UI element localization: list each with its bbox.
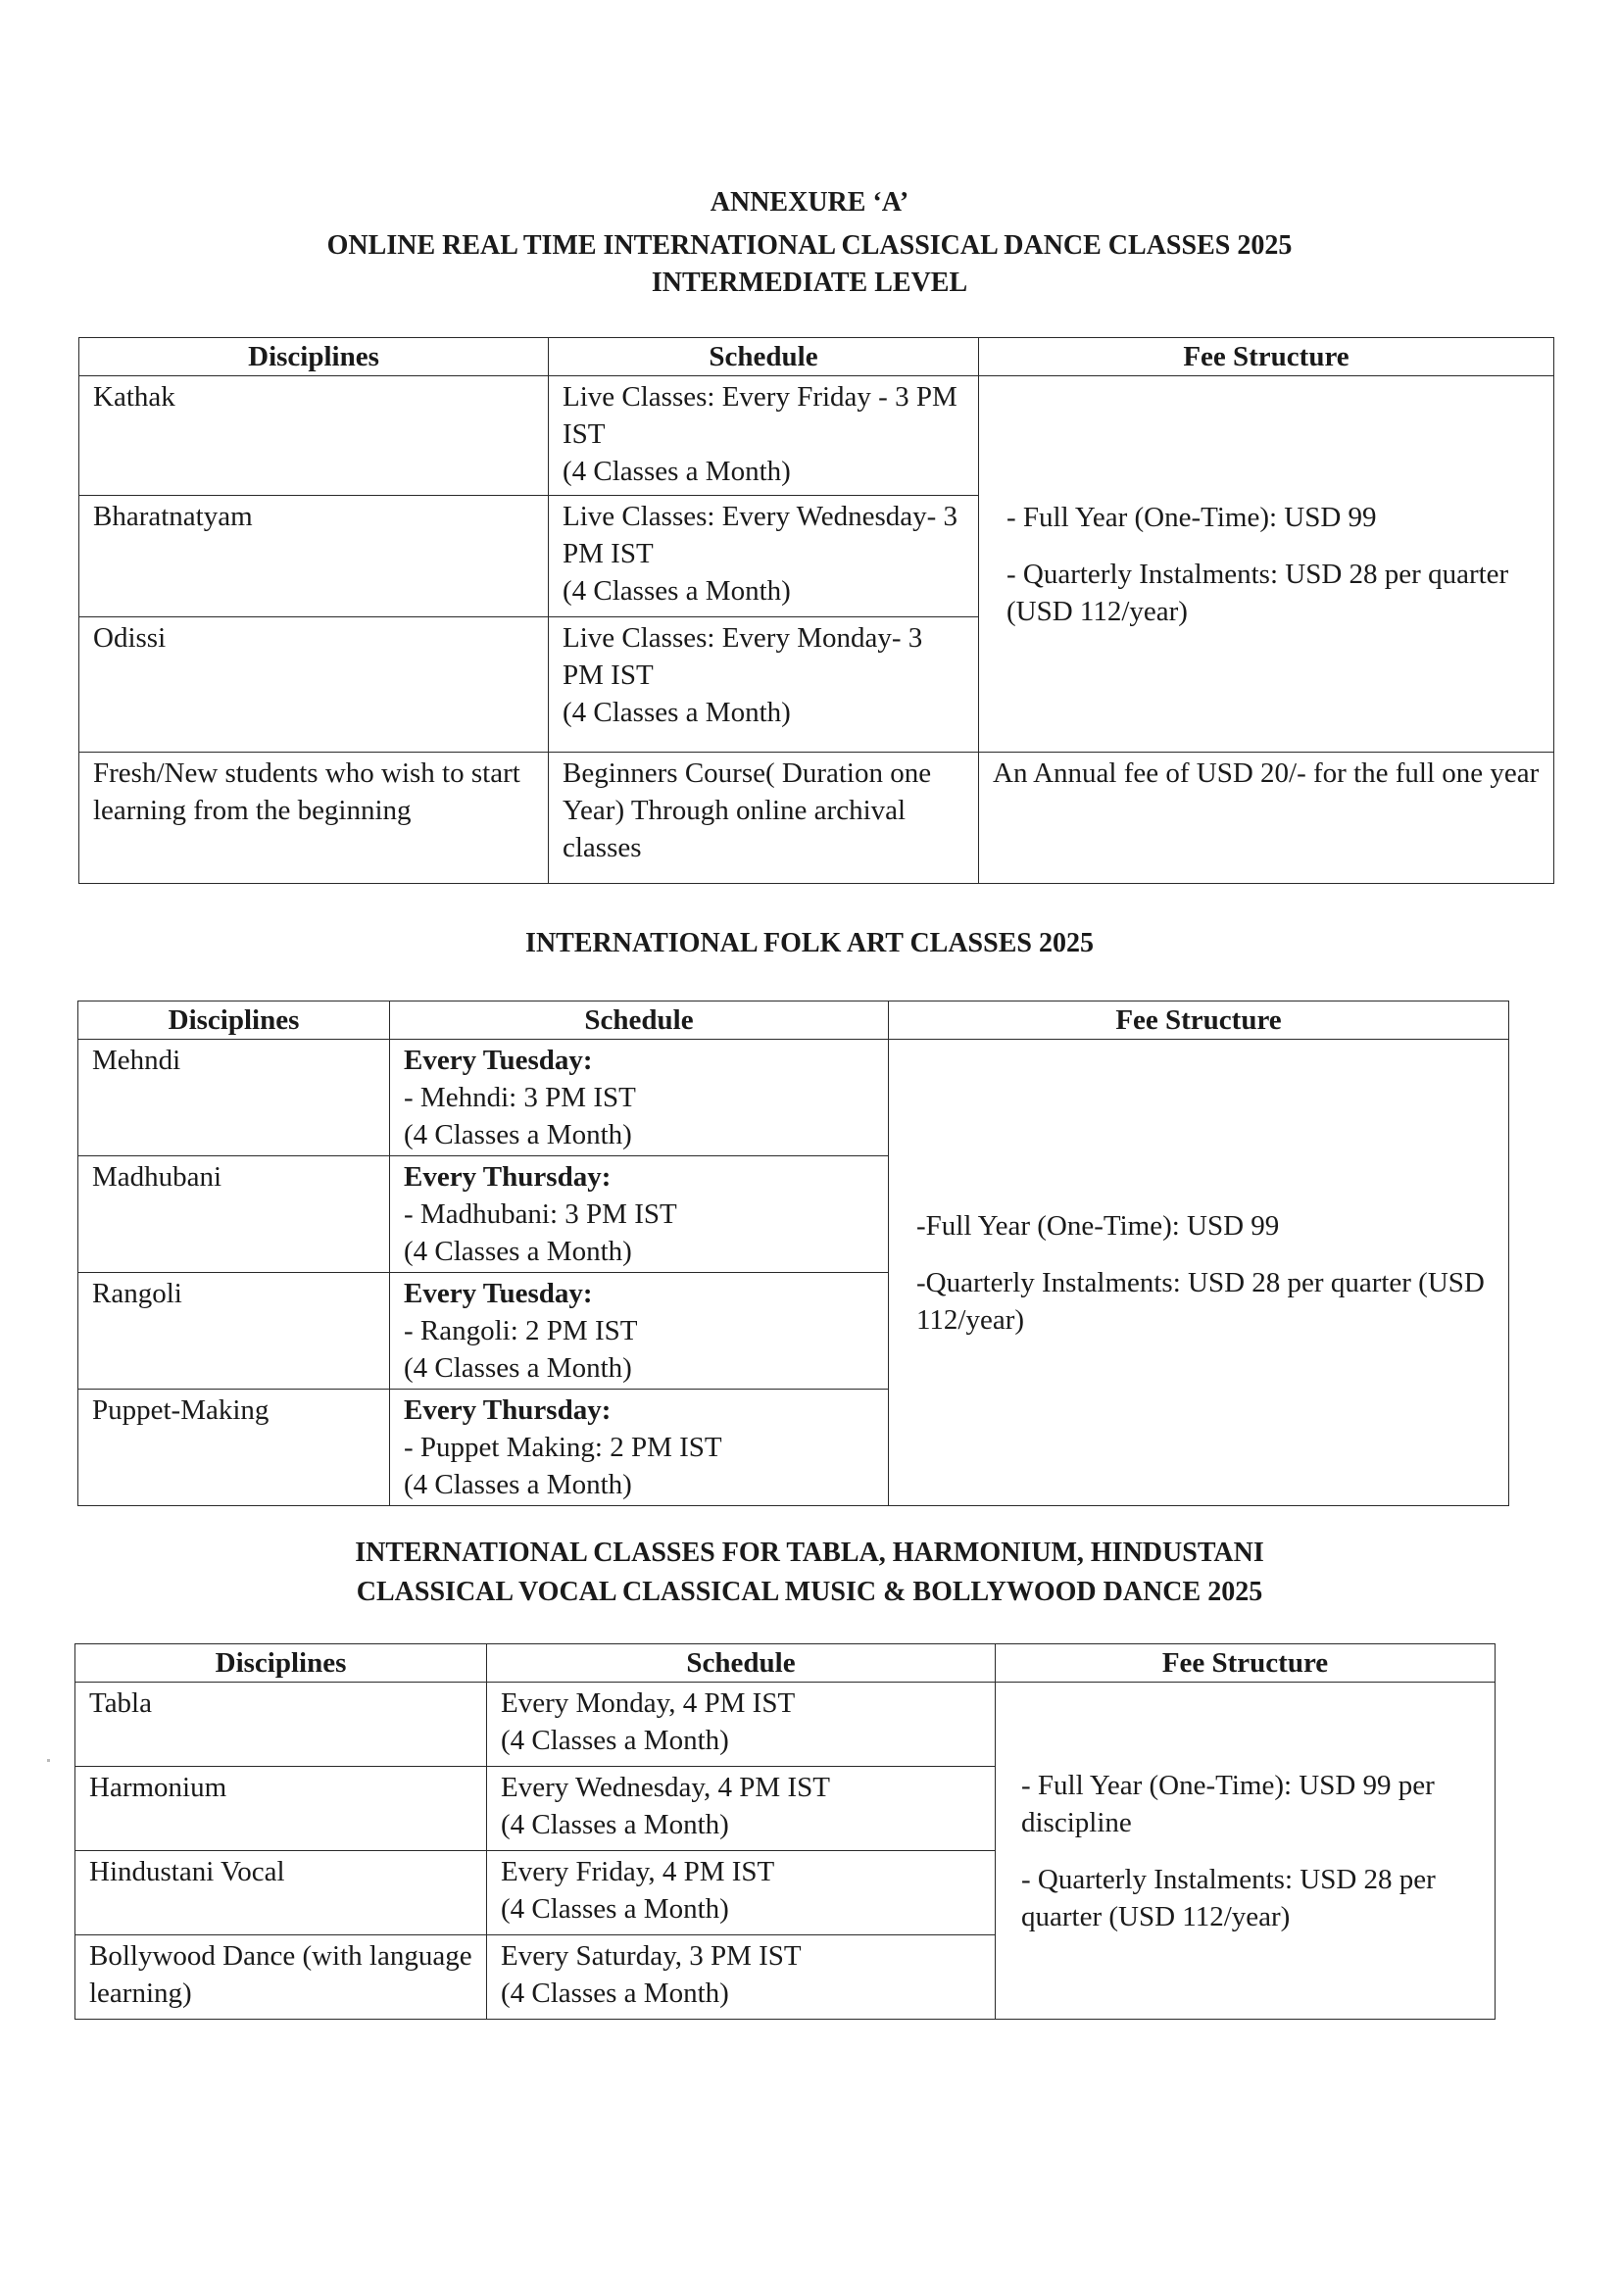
folk-art-table bbox=[77, 1001, 1509, 1506]
discipline-cell: Harmonium bbox=[75, 1767, 487, 1851]
discipline-cell: Fresh/New students who wish to start learning from the beginning bbox=[79, 753, 549, 884]
schedule-line: Live Classes: Every Friday - 3 PM IST bbox=[563, 381, 957, 450]
schedule-cell bbox=[549, 376, 979, 496]
header-schedule: Schedule bbox=[390, 1001, 889, 1040]
schedule-line: Live Classes: Every Wednesday- 3 PM IST bbox=[563, 501, 958, 569]
scan-speck bbox=[47, 1759, 50, 1762]
table-row bbox=[79, 376, 1554, 496]
schedule-line: Every Monday, 4 PM IST bbox=[501, 1687, 796, 1719]
fee-full-year: -Full Year (One-Time): USD 99 bbox=[916, 1209, 1280, 1242]
header-fee-structure: Fee Structure bbox=[979, 338, 1554, 376]
schedule-day: Every Thursday: bbox=[404, 1161, 612, 1193]
schedule-cell: Beginners Course( Duration one Year) Through online archival classes bbox=[549, 753, 979, 884]
fee-full-year: - Full Year (One-Time): USD 99 bbox=[1006, 501, 1377, 533]
schedule-day: Every Thursday: bbox=[404, 1394, 612, 1426]
fee-quarterly: - Quarterly Instalments: USD 28 per quarter (USD 112/year) bbox=[1006, 558, 1509, 627]
fee-quarterly: -Quarterly Instalments: USD 28 per quarter (USD 112/year) bbox=[916, 1266, 1485, 1336]
schedule-frequency: (4 Classes a Month) bbox=[501, 1809, 729, 1840]
section1-subtitle: INTERMEDIATE LEVEL bbox=[651, 268, 968, 298]
schedule-line: Every Saturday, 3 PM IST bbox=[501, 1940, 802, 1972]
schedule-frequency: (4 Classes a Month) bbox=[563, 697, 791, 728]
schedule-cell bbox=[487, 1683, 996, 1767]
fee-quarterly: - Quarterly Instalments: USD 28 per quarter (USD 112/year) bbox=[1021, 1863, 1436, 1932]
schedule-day: Every Tuesday: bbox=[404, 1278, 593, 1309]
fee-structure-cell bbox=[996, 1683, 1496, 2020]
schedule-time: - Mehndi: 3 PM IST bbox=[404, 1082, 636, 1113]
schedule-cell bbox=[487, 1767, 996, 1851]
discipline-cell: Puppet-Making bbox=[78, 1390, 390, 1506]
schedule-time: - Rangoli: 2 PM IST bbox=[404, 1315, 638, 1346]
header-schedule: Schedule bbox=[487, 1644, 996, 1683]
schedule-time: - Puppet Making: 2 PM IST bbox=[404, 1432, 722, 1463]
schedule-frequency: (4 Classes a Month) bbox=[404, 1352, 632, 1384]
schedule-line: Every Friday, 4 PM IST bbox=[501, 1856, 775, 1887]
schedule-time: - Madhubani: 3 PM IST bbox=[404, 1198, 677, 1230]
annexure-heading: ANNEXURE ‘A’ bbox=[710, 187, 909, 218]
fee-structure-cell bbox=[889, 1040, 1509, 1506]
section3-title-line1: INTERNATIONAL CLASSES FOR TABLA, HARMONIUM, HINDUSTANI bbox=[355, 1538, 1264, 1568]
discipline-cell: Hindustani Vocal bbox=[75, 1851, 487, 1935]
schedule-cell bbox=[487, 1851, 996, 1935]
table-header-row bbox=[79, 338, 1554, 376]
schedule-frequency: (4 Classes a Month) bbox=[404, 1236, 632, 1267]
schedule-frequency: (4 Classes a Month) bbox=[501, 1725, 729, 1756]
fee-full-year: - Full Year (One-Time): USD 99 per discipline bbox=[1021, 1769, 1435, 1838]
discipline-cell: Mehndi bbox=[78, 1040, 390, 1156]
schedule-frequency: (4 Classes a Month) bbox=[404, 1119, 632, 1150]
discipline-cell: Odissi bbox=[79, 617, 549, 753]
fee-structure-cell: An Annual fee of USD 20/- for the full one year bbox=[979, 753, 1554, 884]
fee-structure-cell bbox=[979, 376, 1554, 753]
music-dance-table bbox=[74, 1643, 1496, 2020]
header-schedule: Schedule bbox=[549, 338, 979, 376]
schedule-cell bbox=[390, 1273, 889, 1390]
discipline-cell: Bharatnatyam bbox=[79, 496, 549, 617]
schedule-cell bbox=[549, 617, 979, 753]
schedule-frequency: (4 Classes a Month) bbox=[404, 1469, 632, 1500]
table-row bbox=[75, 1683, 1496, 1767]
table-row bbox=[79, 753, 1554, 884]
discipline-cell: Rangoli bbox=[78, 1273, 390, 1390]
section2-title: INTERNATIONAL FOLK ART CLASSES 2025 bbox=[525, 928, 1094, 958]
schedule-cell bbox=[549, 496, 979, 617]
schedule-cell bbox=[390, 1156, 889, 1273]
schedule-line: Every Wednesday, 4 PM IST bbox=[501, 1772, 830, 1803]
schedule-line: Live Classes: Every Monday- 3 PM IST bbox=[563, 622, 923, 691]
discipline-cell: Bollywood Dance (with language learning) bbox=[75, 1935, 487, 2020]
header-fee-structure: Fee Structure bbox=[889, 1001, 1509, 1040]
section1-title: ONLINE REAL TIME INTERNATIONAL CLASSICAL DANCE CLASSES 2025 bbox=[326, 230, 1293, 261]
discipline-cell: Tabla bbox=[75, 1683, 487, 1767]
header-disciplines: Disciplines bbox=[78, 1001, 390, 1040]
table-row bbox=[78, 1040, 1509, 1156]
discipline-cell: Madhubani bbox=[78, 1156, 390, 1273]
schedule-day: Every Tuesday: bbox=[404, 1045, 593, 1076]
schedule-frequency: (4 Classes a Month) bbox=[563, 456, 791, 487]
schedule-cell bbox=[390, 1040, 889, 1156]
classical-dance-table bbox=[78, 337, 1554, 884]
discipline-cell: Kathak bbox=[79, 376, 549, 496]
table-header-row bbox=[78, 1001, 1509, 1040]
schedule-cell bbox=[487, 1935, 996, 2020]
schedule-frequency: (4 Classes a Month) bbox=[501, 1978, 729, 2009]
header-disciplines: Disciplines bbox=[79, 338, 549, 376]
schedule-cell bbox=[390, 1390, 889, 1506]
header-fee-structure: Fee Structure bbox=[996, 1644, 1496, 1683]
table-header-row bbox=[75, 1644, 1496, 1683]
schedule-frequency: (4 Classes a Month) bbox=[563, 575, 791, 607]
section3-title-line2: CLASSICAL VOCAL CLASSICAL MUSIC & BOLLYWOOD DANCE 2025 bbox=[356, 1577, 1263, 1607]
schedule-frequency: (4 Classes a Month) bbox=[501, 1893, 729, 1925]
header-disciplines: Disciplines bbox=[75, 1644, 487, 1683]
